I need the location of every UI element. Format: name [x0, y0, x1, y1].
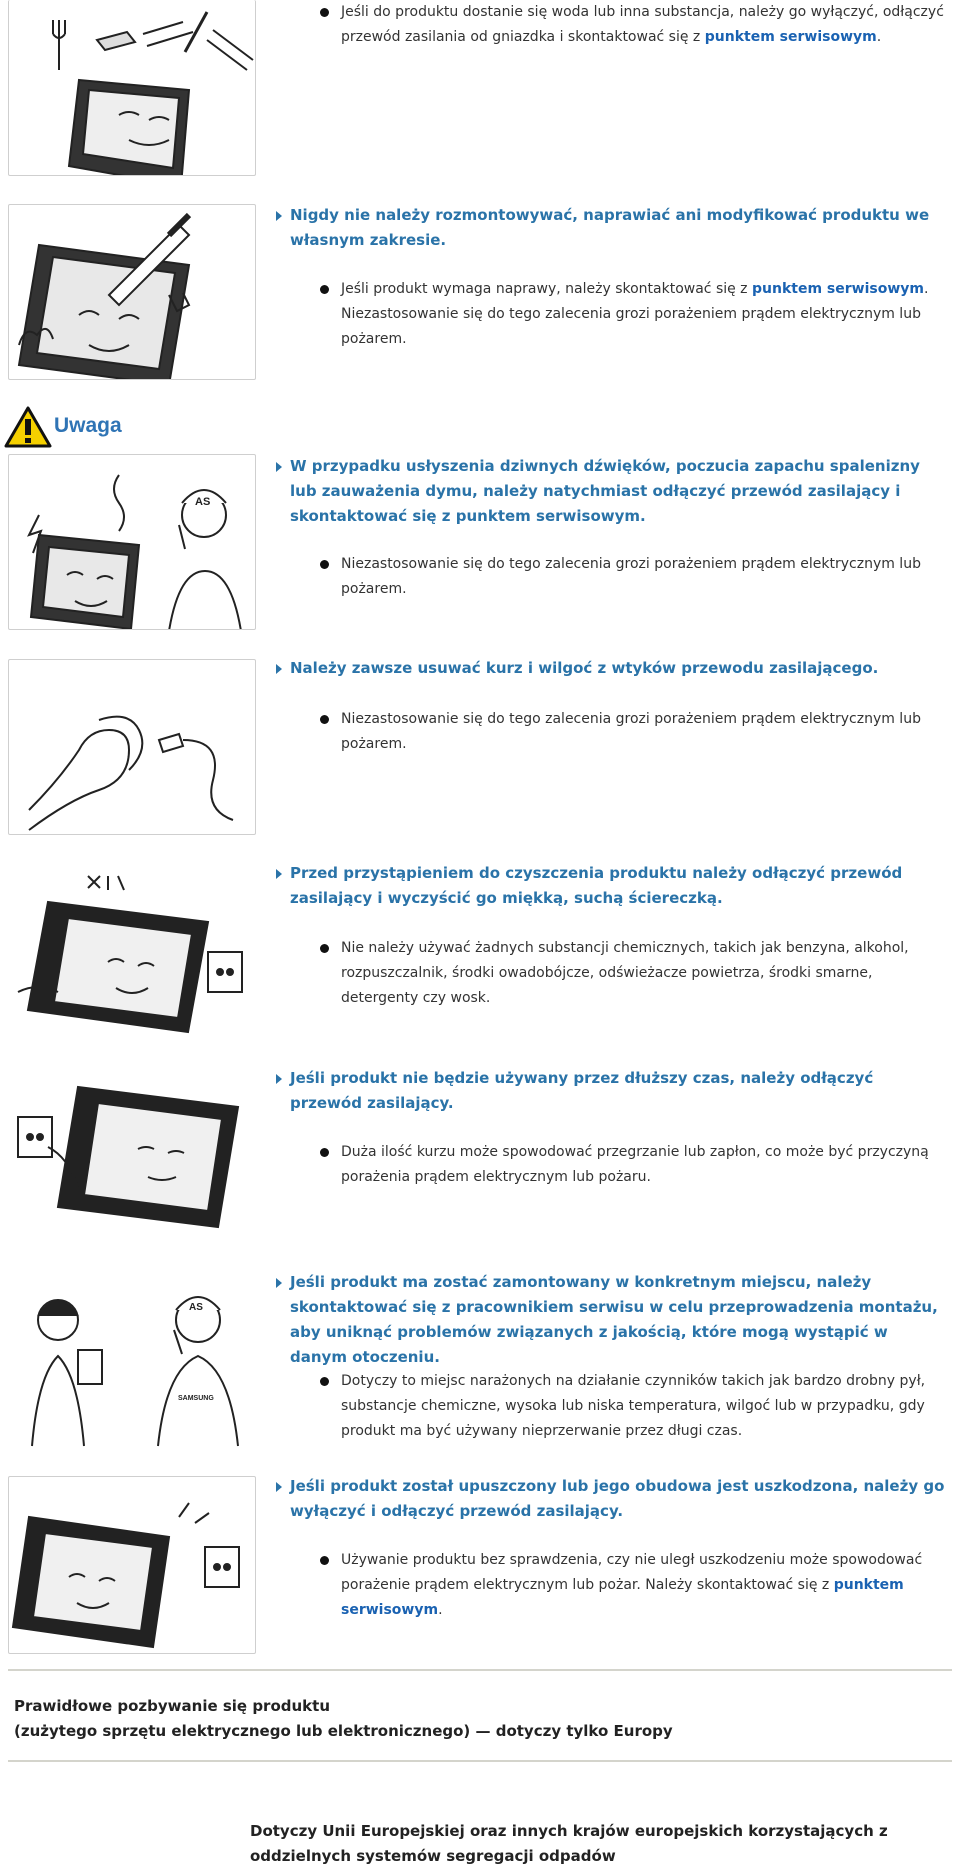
section4-heading [276, 861, 946, 911]
frame-unplugged-icon [8, 1067, 256, 1245]
cleaning-tools-and-frame-icon [9, 0, 256, 176]
arrow-right-icon [276, 1482, 282, 1492]
section1-bullet-end: . Niezastosowanie się do tego zalecenia grozi porażeniem prądem elektrycznym lub pożarem. [341, 281, 929, 347]
section7-bullet-end: . [438, 1602, 443, 1618]
illustration-installation-service [8, 1270, 256, 1450]
bullet-dot-icon [320, 1148, 329, 1157]
illustration-smoke [8, 454, 256, 630]
arrow-right-icon [276, 869, 282, 879]
illustration-disassembly [8, 204, 256, 380]
eu-notice [250, 1819, 950, 1869]
illustration-dropped [8, 1476, 256, 1654]
bullet-dot-icon [320, 8, 329, 17]
section6-bullet-text: Dotyczy to miejsc narażonych na działanie czynników takich jak bardzo drobny pył, substancje chemiczne, wysoka lub niska temperatura, wilgoć lub w przypadku, gdy produkt ma być używany nieprzerwanie przez długi czas. [341, 1373, 926, 1439]
section7-heading-text: Jeśli produkt został upuszczony lub jego obudowa jest uszkodzona, należy go wyłączyć i odłączyć przewód zasilający. [290, 1477, 945, 1520]
service-point-link[interactable]: punktem serwisowym [341, 1577, 904, 1618]
section2-heading-end: . [640, 507, 646, 525]
section1-heading-text: Nigdy nie należy rozmontowywać, naprawiać ani modyfikować produktu we własnym zakresie. [290, 206, 930, 249]
customer-and-technician-icon [8, 1270, 256, 1450]
samsung-shirt-label: SAMSUNG [178, 1395, 214, 1402]
bullet-dot-icon [320, 1377, 329, 1386]
section7-bullet [320, 1548, 946, 1623]
divider-top [8, 1669, 952, 1671]
illustration-dust-plug [8, 659, 256, 835]
section2-bullet [320, 552, 946, 602]
section0-bullet-text: Jeśli do produktu dostanie się woda lub inna substancja, należy go wyłączyć, odłączyć przewód zasilania od gniazdka i skontaktować się z [341, 4, 944, 45]
screwdriver-and-frame-icon [9, 205, 256, 380]
arrow-right-icon [276, 1278, 282, 1288]
arrow-right-icon [276, 1074, 282, 1084]
section1-heading [276, 203, 946, 253]
section2-heading [276, 454, 946, 529]
illustration-water-spill [8, 0, 256, 176]
illustration-cleaning [8, 862, 256, 1040]
section3-bullet [320, 707, 946, 757]
frame-unplug-cleaning-icon [8, 862, 256, 1040]
section5-heading-text: Jeśli produkt nie będzie używany przez dłuższy czas, należy odłączyć przewód zasilający. [290, 1069, 874, 1112]
arrow-right-icon [276, 211, 282, 221]
disposal-title-line1: Prawidłowe pozbywanie się produktu [14, 1697, 331, 1715]
service-point-link[interactable]: punktem serwisowym [751, 281, 924, 297]
dropped-frame-icon [9, 1477, 256, 1654]
section3-heading [276, 656, 946, 681]
warning-triangle-icon [4, 405, 52, 449]
caution-label: Uwaga [54, 414, 122, 437]
section3-heading-text: Należy zawsze usuwać kurz i wilgoć z wtyków przewodu zasilającego. [290, 659, 879, 677]
section6-heading-text: Jeśli produkt ma zostać zamontowany w konkretnym miejscu, należy skontaktować się z pracownikiem serwisu w celu przeprowadzenia montażu, aby uniknąć problemów związanych z jakością, które mogą wystąpić w danym otoczeniu. [290, 1273, 938, 1366]
bullet-dot-icon [320, 715, 329, 724]
illustration-long-unused [8, 1067, 256, 1245]
divider-bottom [8, 1760, 952, 1762]
section5-heading [276, 1066, 946, 1116]
as-badge: AS [195, 496, 211, 508]
section5-bullet [320, 1140, 946, 1190]
section7-bullet-text: Używanie produktu bez sprawdzenia, czy nie uległ uszkodzeniu może spowodować porażenie prądem elektrycznym lub pożar. Należy skontaktować się z [341, 1552, 923, 1593]
bullet-dot-icon [320, 560, 329, 569]
as-badge: AS [189, 1302, 203, 1313]
section6-bullet [320, 1369, 946, 1444]
cloth-and-plug-icon [9, 660, 256, 835]
section0-bullet [320, 0, 946, 50]
smoke-and-service-call-icon [9, 455, 256, 630]
eu-notice-line2: oddzielnych systemów segregacji odpadów [250, 1847, 616, 1865]
section6-heading [276, 1270, 946, 1370]
bullet-dot-icon [320, 944, 329, 953]
section0-bullet-end: . [876, 29, 882, 45]
bullet-dot-icon [320, 285, 329, 294]
section1-bullet-text: Jeśli produkt wymaga naprawy, należy skontaktować się z [341, 281, 752, 297]
service-point-link[interactable]: punktem serwisowym [704, 29, 877, 45]
eu-notice-line1: Dotyczy Unii Europejskiej oraz innych krajów europejskich korzystających z [250, 1822, 888, 1840]
disposal-title [14, 1694, 934, 1744]
section3-bullet-text: Niezastosowanie się do tego zalecenia grozi porażeniem prądem elektrycznym lub pożarem. [341, 711, 921, 752]
section7-heading [276, 1474, 946, 1524]
service-point-link[interactable]: punktem serwisowym [455, 507, 641, 525]
section1-bullet [320, 277, 946, 352]
arrow-right-icon [276, 462, 282, 472]
disposal-title-line2: (zużytego sprzętu elektrycznego lub elektronicznego) — dotyczy tylko Europy [14, 1722, 673, 1740]
section5-bullet-text: Duża ilość kurzu może spowodować przegrzanie lub zapłon, co może być przyczyną porażenia prądem elektrycznym lub pożaru. [341, 1144, 929, 1185]
bullet-dot-icon [320, 1556, 329, 1565]
section4-heading-text: Przed przystąpieniem do czyszczenia produktu należy odłączyć przewód zasilający i wyczyścić go miękką, suchą ściereczką. [290, 864, 903, 907]
section2-heading-text: W przypadku usłyszenia dziwnych dźwięków, poczucia zapachu spalenizny lub zauważenia dymu, należy natychmiast odłączyć przewód zasilający i skontaktować się z [290, 457, 920, 525]
arrow-right-icon [276, 664, 282, 674]
section4-bullet-text: Nie należy używać żadnych substancji chemicznych, takich jak benzyna, alkohol, rozpuszczalnik, środki owadobójcze, odświeżacze powietrza, środki smarne, detergenty czy wosk. [341, 940, 909, 1006]
section2-bullet-text: Niezastosowanie się do tego zalecenia grozi porażeniem prądem elektrycznym lub pożarem. [341, 556, 921, 597]
section4-bullet [320, 936, 946, 1011]
